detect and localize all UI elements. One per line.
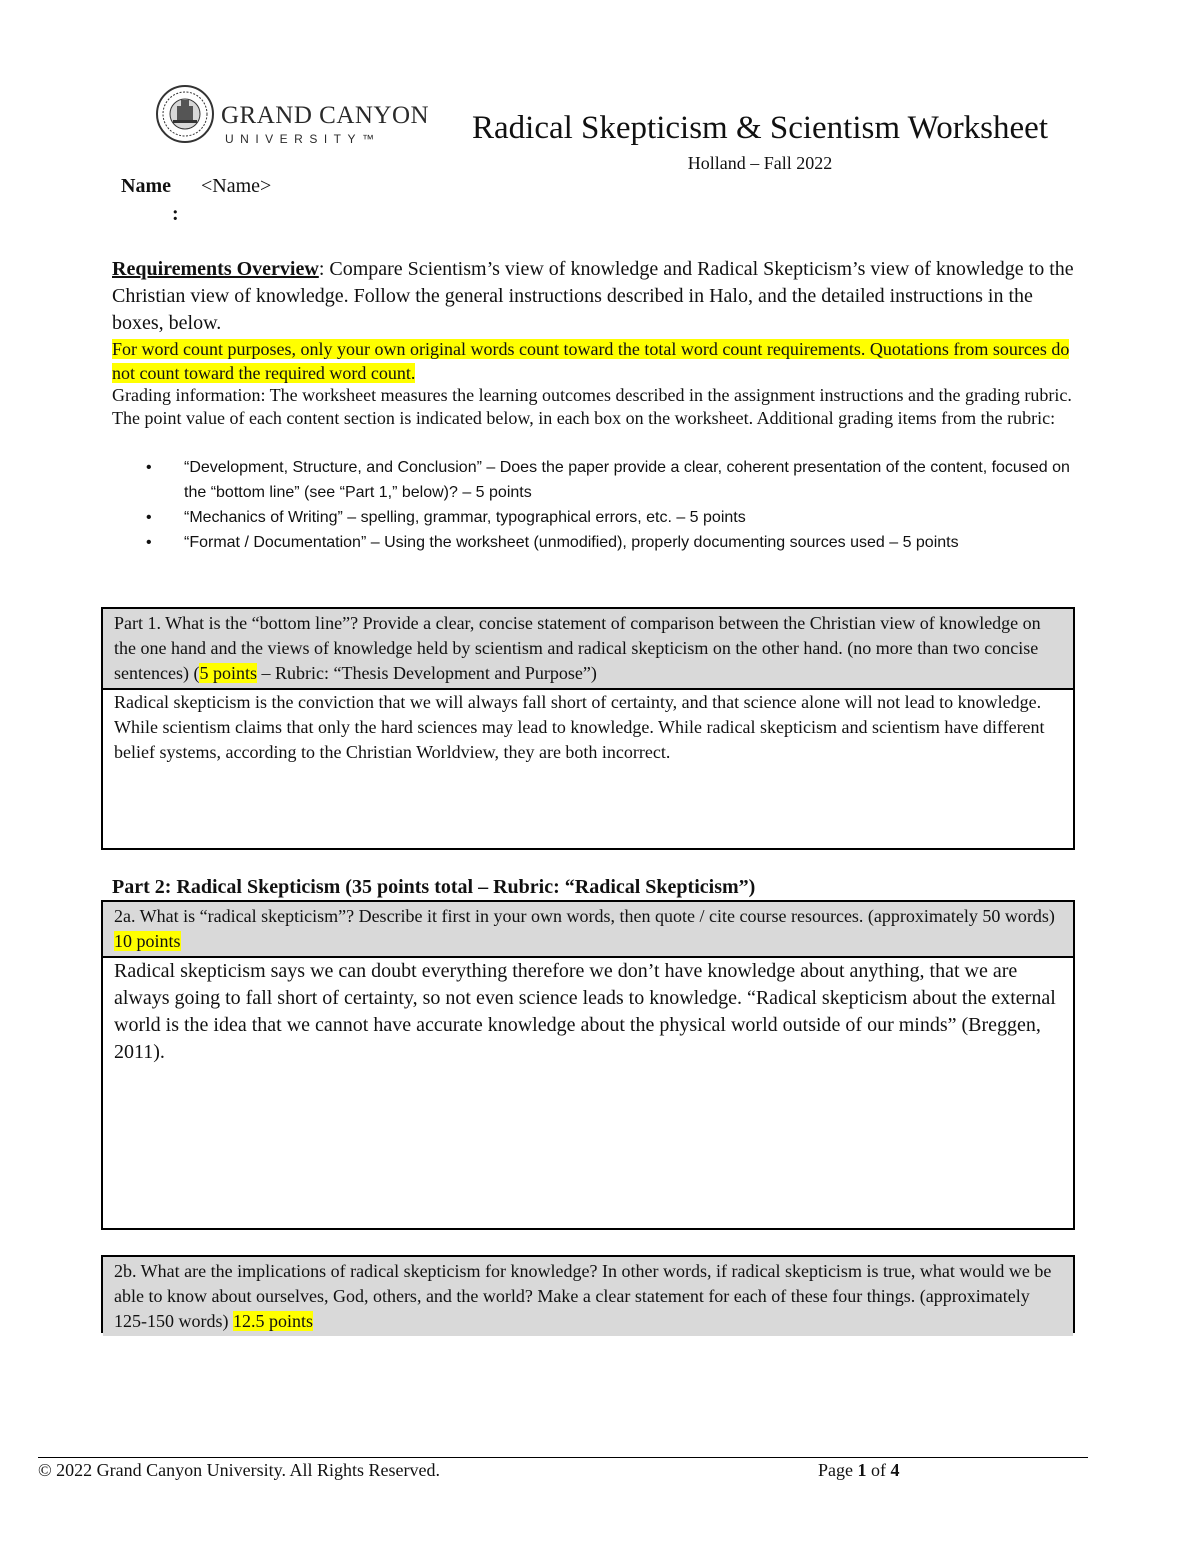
list-item xyxy=(112,455,1087,505)
page-total: 4 xyxy=(890,1460,900,1480)
footer-page-number xyxy=(818,1460,900,1481)
part2b-box xyxy=(101,1255,1075,1333)
name-colon: : xyxy=(172,203,179,225)
word-count-note-text: For word count purposes, only your own original words count toward the total word count requirements. Quotations from sources do not count toward the required word count. xyxy=(112,339,1070,383)
page-mid: of xyxy=(866,1460,891,1480)
footer-divider xyxy=(38,1457,1088,1458)
page-subtitle: Holland – Fall 2022 xyxy=(687,153,833,173)
name-field[interactable]: <Name> xyxy=(201,175,272,197)
part2a-answer[interactable]: Radical skepticism says we can doubt everything therefore we don’t have knowledge about anything, that we are always going to fall short of certainty, so not even science leads to knowledge. “Radical skepticism about the external world is the idea that we cannot have accurate knowledge about the physical world outside of our minds” (Breggen, 2011). xyxy=(114,960,1056,1063)
university-seal-icon xyxy=(155,84,215,144)
part2a-points: 10 points xyxy=(114,931,181,951)
part2b-question-text: 2b. What are the implications of radical skepticism for knowledge? In other words, if radical skepticism is true, what would we be able to know about ourselves, God, others, and the world? Make a clear statement for each of these four things. (approximately 125-150 words) xyxy=(114,1261,1052,1331)
page-current: 1 xyxy=(857,1460,867,1480)
footer-copyright: © 2022 Grand Canyon University. All Rights Reserved. xyxy=(38,1460,440,1480)
part2a-question xyxy=(103,902,1073,958)
part1-question xyxy=(103,609,1073,690)
rubric-list xyxy=(112,455,1087,555)
rubric-item-text: “Format / Documentation” – Using the worksheet (unmodified), properly documenting sources used – 5 points xyxy=(184,534,959,551)
part1-answer[interactable]: Radical skepticism is the conviction that we will always fall short of certainty, and that science alone will not lead to knowledge. While scientism claims that only the hard sciences may lead to knowledge. While radical skepticism and scientism have different belief systems, according to the Christian Worldview, they are both incorrect. xyxy=(114,692,1045,762)
name-label: Name xyxy=(121,175,171,197)
list-item xyxy=(112,530,1087,555)
part1-box xyxy=(101,607,1075,850)
part2-heading: Part 2: Radical Skepticism (35 points total – Rubric: “Radical Skepticism”) xyxy=(112,876,756,898)
part1-question-text: Part 1. What is the “bottom line”? Provide a clear, concise statement of comparison between the Christian view of knowledge on the one hand and the views of knowledge held by scientism and radical skepticism on the other hand. (no more than two concise sentences) ( xyxy=(114,613,1041,683)
page-title: Radical Skepticism & Scientism Worksheet xyxy=(472,110,1048,146)
bullet-icon: • xyxy=(146,459,152,476)
requirements-overview xyxy=(112,256,1087,337)
requirements-text: : Compare Scientism’s view of knowledge and Radical Skepticism’s view of knowledge to the Christian view of knowledge. Follow the general instructions described in Halo, and the detailed instructions in the boxes, below. xyxy=(112,258,1074,334)
bullet-icon: • xyxy=(146,534,152,551)
requirements-heading: Requirements Overview xyxy=(112,258,319,280)
grading-info: Grading information: The worksheet measures the learning outcomes described in the assignment instructions and the grading rubric. The point value of each content section is indicated below, in each box on the worksheet. Additional grading items from the rubric: xyxy=(112,385,1072,428)
part2a-question-text: 2a. What is “radical skepticism”? Describe it first in your own words, then quote / cite course resources. (approximately 50 words) xyxy=(114,906,1055,926)
word-count-note xyxy=(112,337,1087,385)
part2b-points: 12.5 points xyxy=(233,1311,314,1331)
logo-line1: GRAND CANYON xyxy=(221,102,430,129)
rubric-item-text: “Development, Structure, and Conclusion” – Does the paper provide a clear, coherent presentation of the content, focused on the “bottom line” (see “Part 1,” below)? – 5 points xyxy=(184,459,1070,501)
logo-line2: UNIVERSITY™ xyxy=(225,132,381,146)
page-prefix: Page xyxy=(818,1460,858,1480)
part1-points: 5 points xyxy=(199,663,257,683)
part1-rubric-text: – Rubric: “Thesis Development and Purpose”) xyxy=(256,663,597,683)
university-logo xyxy=(155,80,435,150)
part2a-box xyxy=(101,900,1075,1230)
part2b-question xyxy=(103,1257,1073,1336)
list-item xyxy=(112,505,1087,530)
rubric-item-text: “Mechanics of Writing” – spelling, grammar, typographical errors, etc. – 5 points xyxy=(184,509,746,526)
bullet-icon: • xyxy=(146,509,152,526)
